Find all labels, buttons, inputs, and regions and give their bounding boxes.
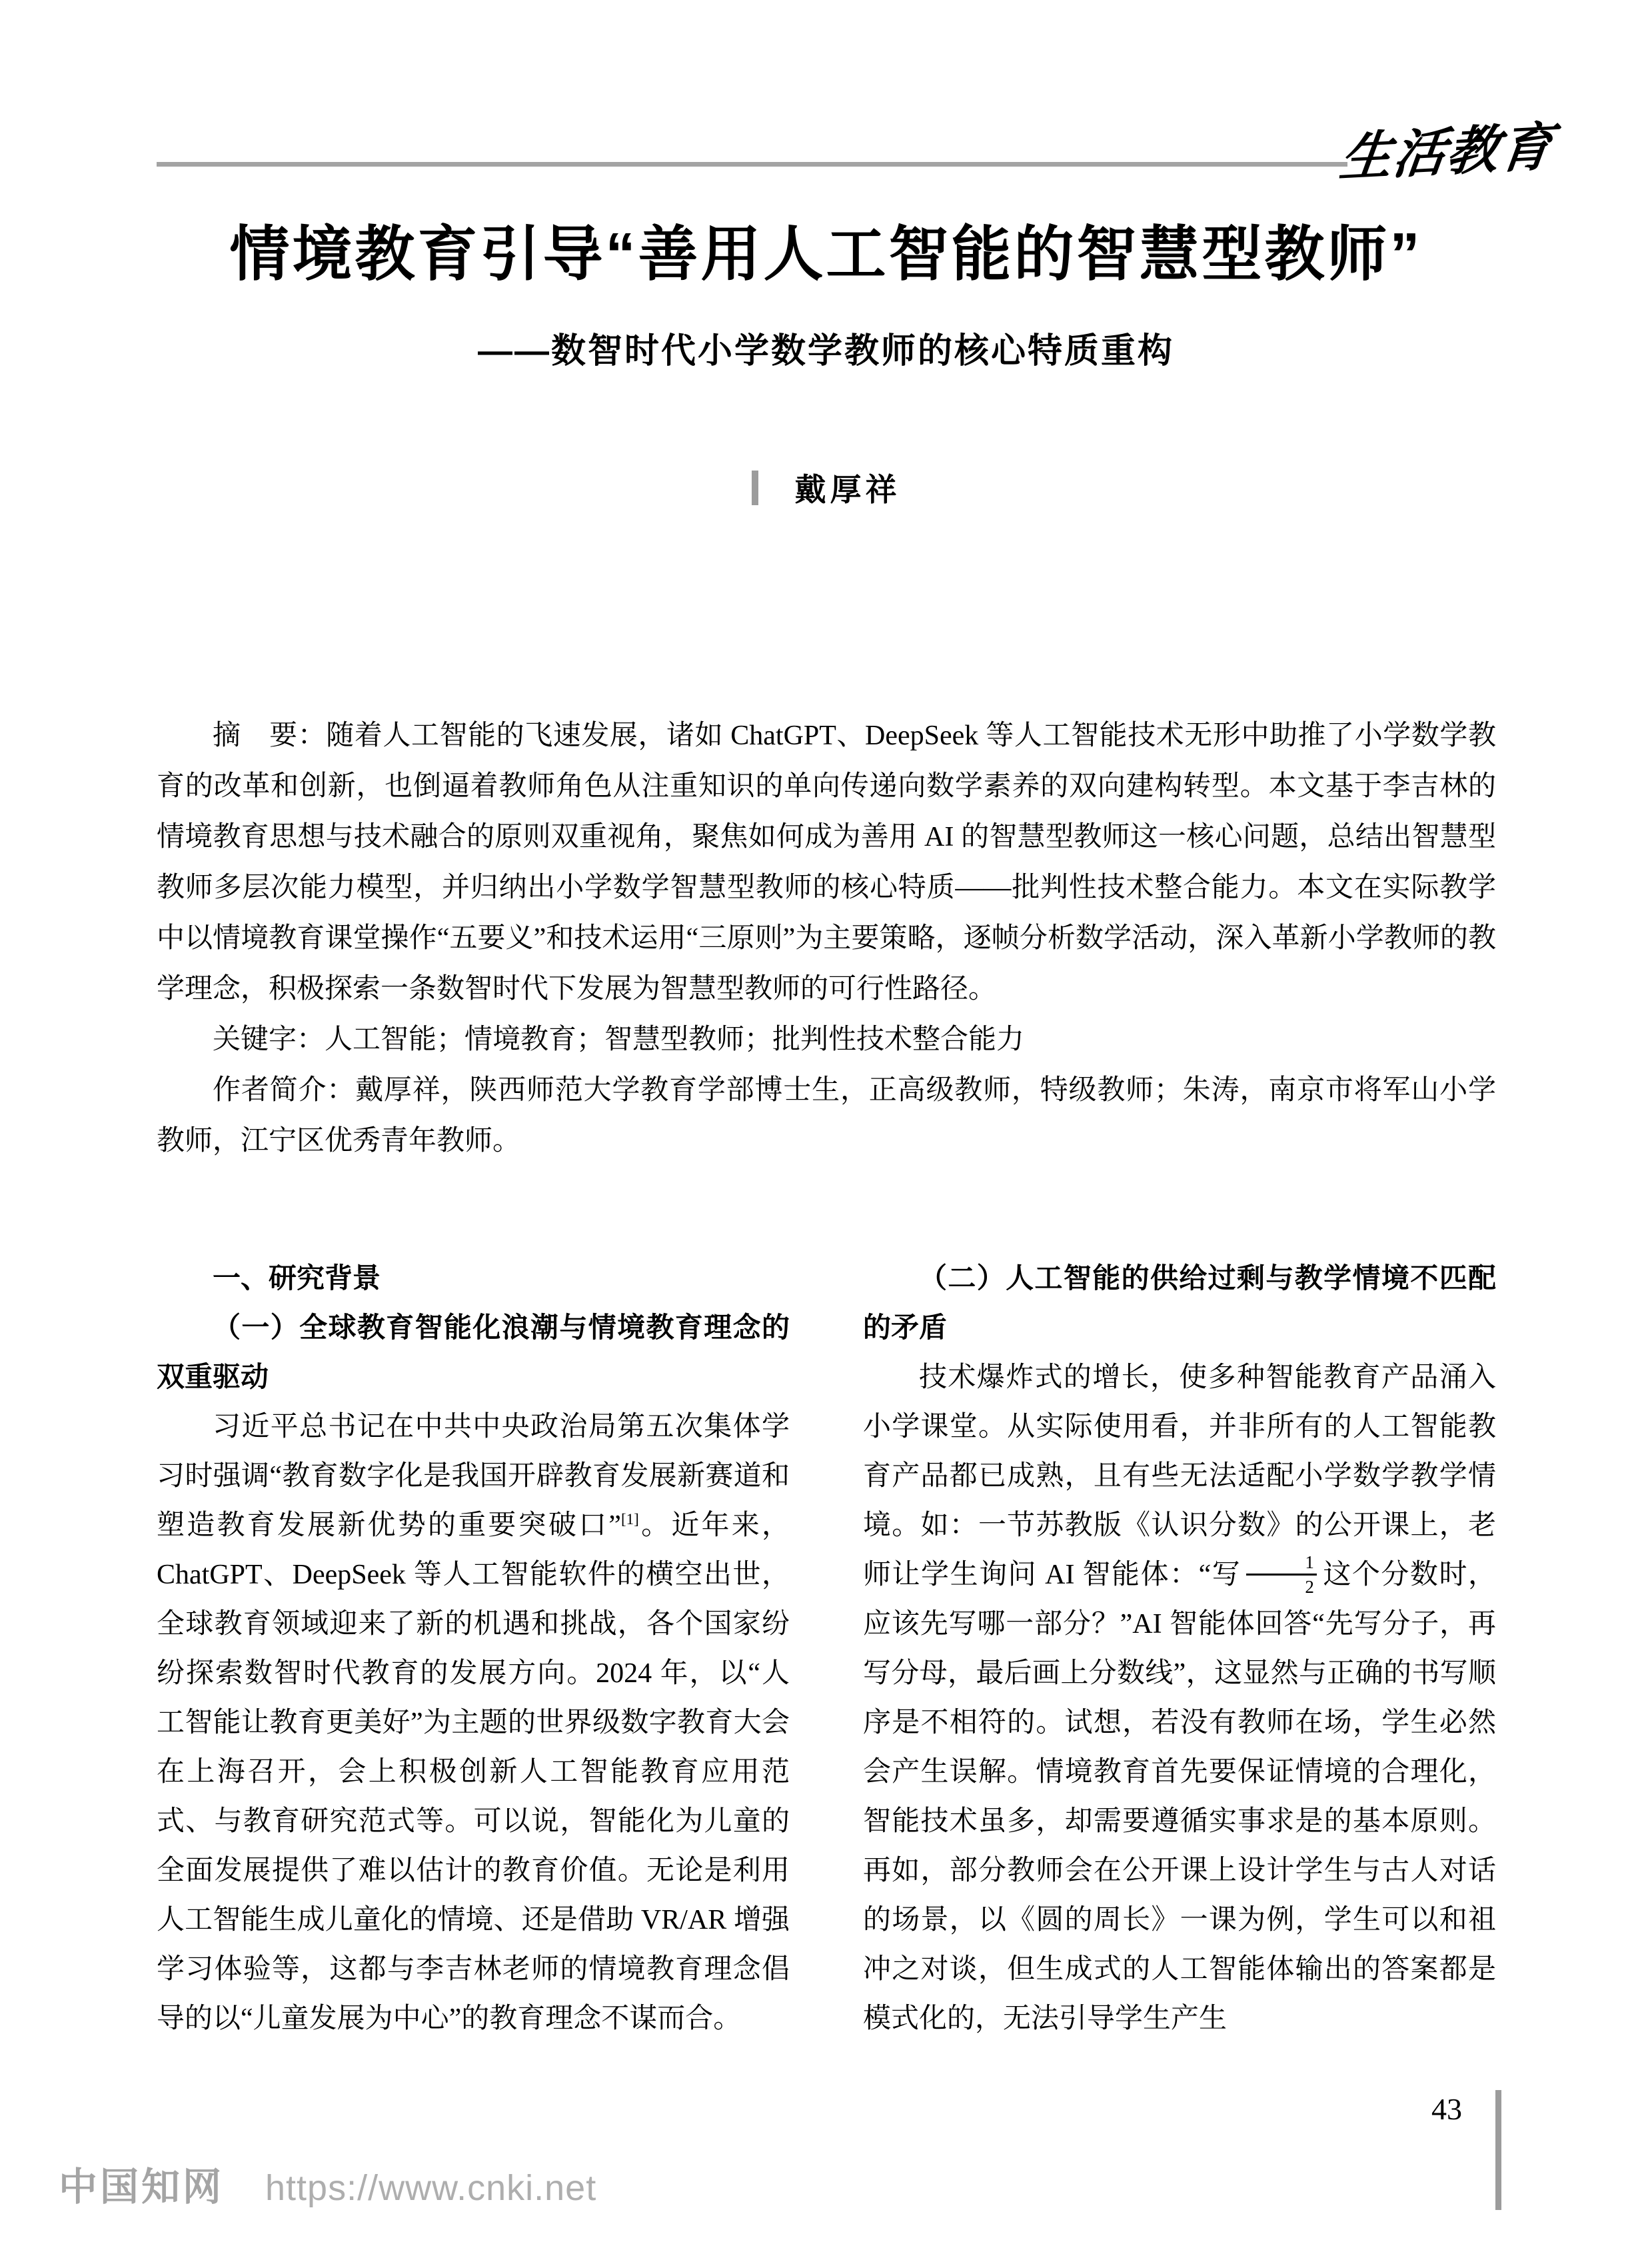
paragraph-2 — [863, 1353, 1496, 2043]
paragraph-1-text-a: 习近平总书记在中共中央政治局第五次集体学习时强调“教育数字化是我国开辟教育发展新赛道和塑造教育发展新优势的重要突破口” — [157, 1412, 790, 1541]
author-bio-text: 作者简介：戴厚祥，陕西师范大学教育学部博士生，正高级教师，特级教师；朱涛，南京市将军山小学教师，江宁区优秀青年教师。 — [157, 1075, 1496, 1156]
right-column — [863, 1254, 1496, 2043]
left-column — [157, 1254, 790, 2043]
subsection-heading-1: （一）全球教育智能化浪潮与情境教育理念的双重驱动 — [157, 1313, 790, 1393]
page-number: 43 — [1431, 2092, 1462, 2126]
author-name: 戴厚祥 — [794, 473, 901, 508]
fraction-numerator: 1 — [1246, 1552, 1317, 1576]
paragraph-2-text-b: 这个分数时，应该先写哪一部分？”AI 智能体回答“先写分子，再写分母，最后画上分数线”，这显然与正确的书写顺序是不相符的。试想，若没有教师在场，学生必然会产生误解。情境教育首先要保证情境的合理化，智能技术虽多，却需要遵循实事求是的基本原则。再如，部分教师会在公开课上设计学生与古人对话的场景，以《圆的周长》一课为例，学生可以和祖冲之对谈，但生成式的人工智能体输出的答案都是模式化的，无法引导学生产生 — [863, 1560, 1496, 2034]
subsection-heading-2: （二）人工智能的供给过剩与教学情境不匹配的矛盾 — [863, 1264, 1496, 1344]
journal-logo-calligraphy: 生活教育 — [1336, 116, 1557, 189]
header-rule — [157, 162, 1347, 167]
fraction-denominator: 2 — [1305, 1577, 1314, 1598]
footer-brand-row — [59, 2155, 596, 2211]
fraction-one-half — [1246, 1552, 1317, 1597]
article-subtitle: ——数智时代小学数学教师的核心特质重构 — [477, 332, 1174, 371]
author-divider-bar — [752, 471, 758, 505]
footer-vertical-bar — [1495, 2090, 1501, 2210]
abstract-text: 摘 要：随着人工智能的飞速发展，诸如 ChatGPT、DeepSeek 等人工智能技术无形中助推了小学数学教育的改革和创新，也倒逼着教师角色从注重知识的单向传递向数学素养的双向建构转型。本文基于李吉林的情境教育思想与技术融合的原则双重视角，聚焦如何成为善用 AI 的智慧型教师这一核心问题，总结出智慧型教师多层次能力模型，并归纳出小学数学智慧型教师的核心特质——批判性技术整合能力。本文在实际教学中以情境教育课堂操作“五要义”和技术运用“三原则”为主要策略，逐帧分析数学活动，深入革新小学教师的教学理念，积极探索一条数智时代下发展为智慧型教师的可行性路径。 — [157, 720, 1496, 1004]
keywords-text: 关键字：人工智能；情境教育；智慧型教师；批判性技术整合能力 — [213, 1024, 1025, 1055]
article-title: 情境教育引导“善用人工智能的智慧型教师” — [229, 221, 1423, 288]
abstract-block — [157, 710, 1496, 1166]
cnki-url: https://www.cnki.net — [265, 2168, 597, 2208]
paragraph-1 — [157, 1402, 790, 2043]
paragraph-1-text-b: 。近年来，ChatGPT、DeepSeek 等人工智能软件的横空出世，全球教育领域迎来了新的机遇和挑战，各个国家纷纷探索数智时代教育的发展方向。2024 年，以“人工智能让教育更美好”为主题的世界级数字教育大会在上海召开，会上积极创新人工智能教育应用范式、与教育研究范式等。可以说，智能化为儿童的全面发展提供了难以估计的教育价值。无论是利用人工智能生成儿童化的情境、还是借助 VR/AR 增强学习体验等，这都与李吉林老师的情境教育理念倡导的以“儿童发展为中心”的教育理念不谋而合。 — [157, 1510, 790, 2034]
paragraph-2-text-a: 技术爆炸式的增长，使多种智能教育产品涌入小学课堂。从实际使用看，并非所有的人工智能教育产品都已成熟，且有些无法适配小学数学教学情境。如：一节苏教版《认识分数》的公开课上，老师让学生询问 AI 智能体：“写 — [863, 1362, 1496, 1590]
cnki-watermark: 中国知网 — [59, 2165, 225, 2209]
section-heading-research-background: 一、研究背景 — [213, 1264, 381, 1294]
footnote-ref-1: [1] — [620, 1510, 639, 1528]
author-row — [0, 465, 1652, 510]
